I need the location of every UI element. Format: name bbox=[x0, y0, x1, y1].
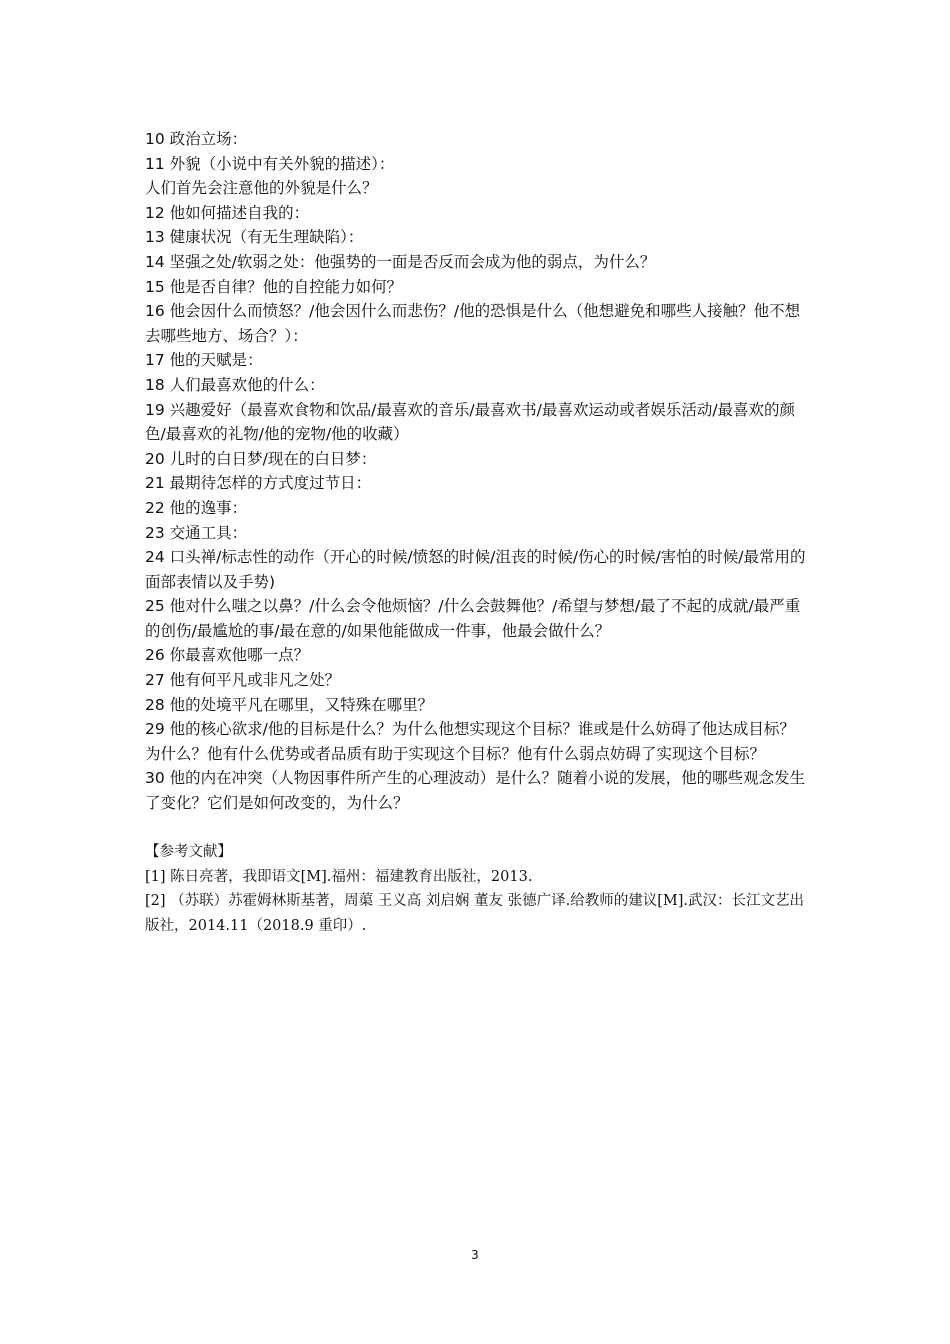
question-item: 人们首先会注意他的外貌是什么？ bbox=[145, 179, 378, 198]
question-item: 30 他的内在冲突（人物因事件所产生的心理波动）是什么？随着小说的发展，他的哪些观念发生了变化？它们是如何改变的，为什么？ bbox=[145, 769, 806, 813]
question-item: 18 人们最喜欢他的什么： bbox=[145, 375, 325, 394]
question-item: 20 儿时的白日梦/现在的白日梦： bbox=[145, 449, 377, 468]
references-heading: 【参考文献】 bbox=[145, 844, 232, 861]
question-item: 28 他的处境平凡在哪里，又特殊在哪里？ bbox=[145, 695, 434, 714]
question-item: 21 最期待怎样的方式度过节日： bbox=[145, 474, 372, 493]
page-number: 3 bbox=[471, 1248, 479, 1262]
page-body bbox=[145, 127, 810, 939]
question-item: 16 他会因什么而愤怒？/他会因什么而悲伤？/他的恐惧是什么（他想避免和哪些人接触？他不想去哪些地方、场合？）： bbox=[145, 302, 801, 345]
question-item: 15 他是否自律？他的自控能力如何？ bbox=[145, 277, 403, 296]
references-section bbox=[145, 840, 810, 938]
reference-entry: [1] 陈日亮著，我即语文[M].福州：福建教育出版社，2013. bbox=[145, 868, 533, 885]
section-spacer bbox=[145, 816, 810, 841]
question-item: 17 他的天赋是： bbox=[145, 351, 263, 370]
question-item: 23 交通工具： bbox=[145, 523, 248, 542]
question-item: 25 他对什么嗤之以鼻？/什么会令他烦恼？/什么会鼓舞他？/希望与梦想/最了不起的成就/最严重的创伤/最尴尬的事/最在意的/如果他能做成一件事，他最会做什么？ bbox=[145, 597, 801, 640]
question-item: 12 他如何描述自我的： bbox=[145, 203, 310, 222]
reference-entry: [2] （苏联）苏霍姆林斯基著，周蕖 王义高 刘启娴 董友 张德广译.给教师的建议[M].武汉：长江文艺出版社，2014.11（2018.9 重印）. bbox=[145, 893, 804, 934]
question-item: 27 他有何平凡或非凡之处？ bbox=[145, 671, 341, 690]
question-item: 10 政治立场： bbox=[145, 130, 248, 148]
question-list bbox=[145, 127, 810, 816]
question-item: 19 兴趣爱好（最喜欢食物和饮品/最喜欢的音乐/最喜欢书/最喜欢运动或者娱乐活动/最喜欢的颜色/最喜欢的礼物/他的宠物/他的收藏） bbox=[145, 400, 796, 444]
question-item: 13 健康状况（有无生理缺陷）： bbox=[145, 228, 364, 247]
question-item: 29 他的核心欲求/他的目标是什么？为什么他想实现这个目标？谁或是什么妨碍了他达成目标？为什么？他有什么优势或者品质有助于实现这个目标？他有什么弱点妨碍了实现这个目标？ bbox=[145, 720, 795, 763]
question-item: 11 外貌（小说中有关外貌的描述）： bbox=[145, 154, 395, 173]
question-item: 24 口头禅/标志性的动作（开心的时候/愤怒的时候/沮丧的时候/伤心的时候/害怕的时候/最常用的面部表情以及手势) bbox=[145, 548, 806, 591]
question-item: 14 坚强之处/软弱之处：他强势的一面是否反而会成为他的弱点，为什么？ bbox=[145, 252, 656, 271]
question-item: 22 他的逸事： bbox=[145, 498, 248, 517]
question-item: 26 你最喜欢他哪一点？ bbox=[145, 646, 310, 665]
